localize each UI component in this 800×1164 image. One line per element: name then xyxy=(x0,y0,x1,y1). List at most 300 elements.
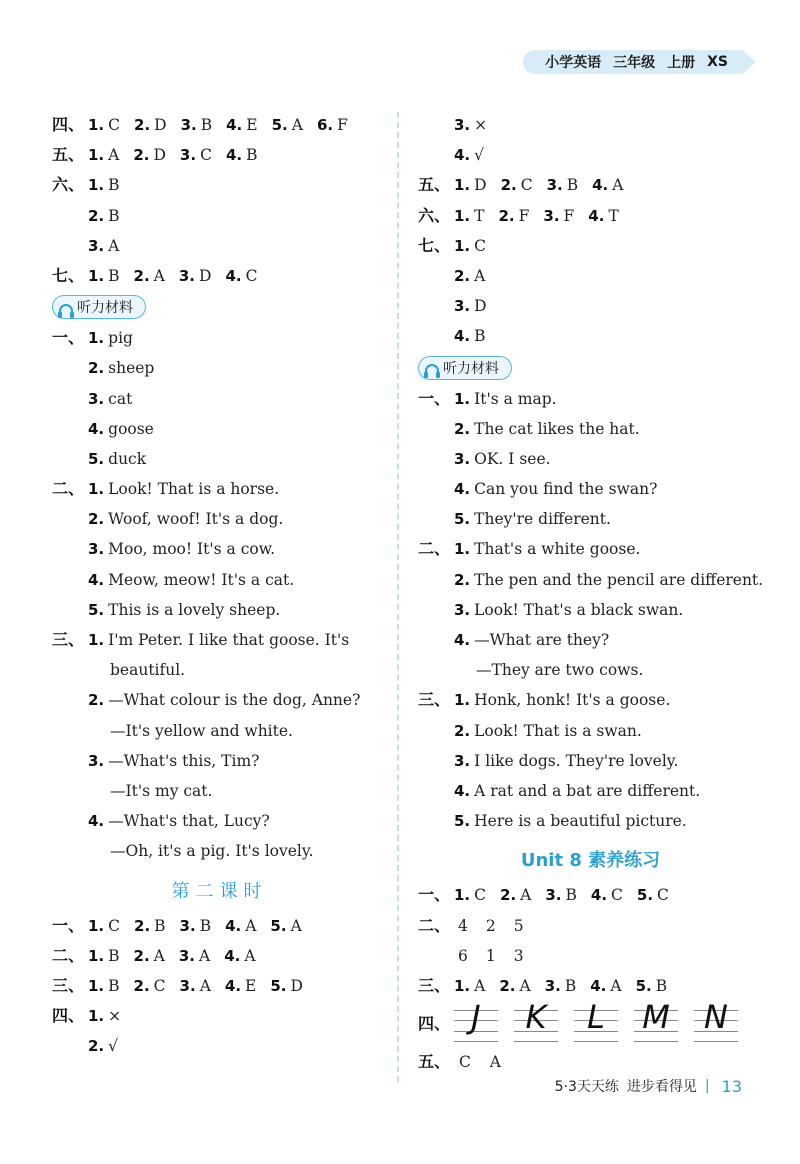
transcript-text: Look! That is a swan. xyxy=(474,721,642,740)
answer-item xyxy=(88,947,120,965)
answer-item xyxy=(501,176,533,194)
answer-item xyxy=(88,237,119,255)
answer-item xyxy=(134,977,166,995)
transcript-text: pig xyxy=(108,329,133,348)
answer-item xyxy=(225,267,257,285)
answer-value: A xyxy=(199,976,211,995)
section-label: 六、 xyxy=(52,175,85,195)
answer-item xyxy=(454,327,486,345)
answer-line xyxy=(52,911,387,941)
handwriting-letter-box xyxy=(454,998,498,1042)
handwritten-letter: J xyxy=(471,998,481,1037)
answer-item xyxy=(88,267,120,285)
transcript-line xyxy=(52,836,387,866)
answer-item xyxy=(88,146,119,164)
item-number: 2. xyxy=(134,116,151,134)
transcript-text: Woof, woof! It's a dog. xyxy=(108,510,284,529)
answer-value: D xyxy=(474,176,487,195)
item-number: 5. xyxy=(271,116,288,134)
answer-item xyxy=(134,116,167,134)
item-number: 5. xyxy=(636,886,654,905)
item-number: 1. xyxy=(454,389,471,408)
right-listening xyxy=(418,384,763,837)
section-label: 二、 xyxy=(418,539,451,559)
answer-value: C xyxy=(458,1053,471,1072)
transcript-line xyxy=(52,323,387,353)
transcript-line xyxy=(52,414,387,444)
answer-value: B xyxy=(108,266,120,285)
transcript-text: Here is a beautiful picture. xyxy=(474,812,687,831)
answer-item xyxy=(179,947,210,965)
section-label: 三、 xyxy=(418,690,451,710)
answer-value: B xyxy=(154,916,166,935)
letters-row xyxy=(418,998,763,1047)
item-number: 3. xyxy=(88,389,105,408)
transcript-text: Look! That's a black swan. xyxy=(474,600,684,619)
item-number: 3. xyxy=(178,946,196,965)
answer-value: B xyxy=(108,946,120,965)
answer-value: A xyxy=(474,266,486,285)
answer-value: C xyxy=(200,146,212,165)
answer-item xyxy=(482,917,496,935)
answer-item xyxy=(272,116,303,134)
answer-value: A xyxy=(153,946,165,965)
transcript-text: Can you find the swan? xyxy=(474,480,658,499)
writing-rule xyxy=(454,1041,498,1042)
section-label: 一、 xyxy=(418,388,451,408)
item-number: 2. xyxy=(498,206,515,225)
answer-line xyxy=(52,1001,387,1031)
item-number: 2. xyxy=(454,721,471,740)
answer-line xyxy=(418,291,763,321)
answer-item xyxy=(499,977,530,995)
item-number: 3. xyxy=(543,206,560,225)
answer-item xyxy=(180,146,212,164)
transcript-line xyxy=(52,716,387,746)
headphone-icon xyxy=(425,364,439,374)
transcript-line xyxy=(418,625,763,655)
answer-item xyxy=(510,947,524,965)
transcript-line xyxy=(418,776,763,806)
answer-value: B xyxy=(200,116,213,134)
item-number: 6. xyxy=(316,116,334,134)
transcript-text: —What's that, Lucy? xyxy=(108,812,270,831)
transcript-line xyxy=(418,384,763,414)
answer-line xyxy=(52,170,387,200)
handwritten-letter: L xyxy=(587,998,605,1037)
item-number: 3. xyxy=(88,751,105,770)
item-number: 1. xyxy=(88,266,105,285)
item-number: 3. xyxy=(88,236,105,255)
item-number: 5. xyxy=(454,510,471,529)
transcript-text: —It's my cat. xyxy=(110,781,213,800)
edition-label: XS xyxy=(707,54,728,70)
item-number: 3. xyxy=(180,116,197,134)
item-number: 2. xyxy=(88,691,105,710)
answer-value: B xyxy=(655,976,668,995)
answer-item xyxy=(134,917,166,935)
item-number: 1. xyxy=(88,329,105,348)
transcript-line xyxy=(418,414,763,444)
answer-line xyxy=(52,140,387,170)
subject-label: 小学英语 xyxy=(545,55,602,71)
left-answers-1 xyxy=(52,110,387,291)
item-number: 4. xyxy=(225,266,242,285)
answer-value: C xyxy=(474,236,487,255)
item-number: 3. xyxy=(545,886,562,905)
answer-value: D xyxy=(290,976,303,995)
item-number: 3. xyxy=(88,540,105,559)
volume-label: 上册 xyxy=(667,55,696,71)
transcript-text: Moo, moo! It's a cow. xyxy=(108,540,276,559)
item-number: 2. xyxy=(88,206,105,225)
item-number: 4. xyxy=(454,327,471,346)
transcript-line xyxy=(418,595,763,625)
handwritten-letter: K xyxy=(525,998,547,1037)
transcript-text: The cat likes the hat. xyxy=(474,419,640,438)
section-label: 三、 xyxy=(52,975,85,995)
transcript-text: —What colour is the dog, Anne? xyxy=(108,691,361,710)
answer-item xyxy=(226,116,257,134)
item-number: 5. xyxy=(88,600,105,619)
column-divider xyxy=(397,112,399,1082)
answer-value: D xyxy=(474,297,487,316)
answer-value: B xyxy=(108,976,120,995)
answer-item xyxy=(545,977,577,995)
answer-value: E xyxy=(245,976,257,995)
item-number: 1. xyxy=(88,480,105,499)
handwriting-letter-box xyxy=(634,998,678,1042)
answer-value: B xyxy=(108,206,120,225)
item-number: 2. xyxy=(133,976,150,995)
transcript-text: They're different. xyxy=(474,510,611,529)
answer-value: A xyxy=(474,976,486,995)
transcript-line xyxy=(418,534,763,564)
item-number: 2. xyxy=(454,419,471,438)
section-label: 七、 xyxy=(418,235,451,255)
transcript-line xyxy=(418,716,763,746)
item-number: 4. xyxy=(88,812,105,831)
footer-slogan: 进步看得见 xyxy=(626,1079,697,1095)
item-number: 4. xyxy=(454,146,471,165)
item-number: 5. xyxy=(270,976,287,995)
answer-item xyxy=(454,146,484,164)
answer-item xyxy=(454,267,485,285)
transcript-text: That's a white goose. xyxy=(474,540,641,559)
item-number: 2. xyxy=(454,266,471,285)
answer-value: C xyxy=(657,886,669,905)
answer-item xyxy=(454,886,486,904)
listening-label: 听力材料 xyxy=(443,360,499,377)
item-number: 2. xyxy=(133,146,150,165)
transcript-text: sheep xyxy=(108,359,155,378)
transcript-text: duck xyxy=(108,449,147,468)
section-label: 五、 xyxy=(52,145,85,165)
answer-value: C xyxy=(611,886,623,905)
writing-rule xyxy=(514,1041,558,1042)
footer-separator: | xyxy=(704,1078,710,1094)
transcript-text: I like dogs. They're lovely. xyxy=(474,751,679,770)
handwriting-letter-box xyxy=(694,998,738,1042)
transcript-line xyxy=(418,444,763,474)
answer-value: C xyxy=(108,116,121,134)
transcript-line xyxy=(418,685,763,715)
answer-line xyxy=(418,170,763,200)
transcript-text: Look! That is a horse. xyxy=(108,480,280,499)
answer-item xyxy=(88,917,120,935)
left-column xyxy=(52,110,387,1061)
answer-value: C xyxy=(108,916,121,935)
item-number: 1. xyxy=(88,916,105,935)
item-number: 1. xyxy=(88,1007,105,1026)
answer-item xyxy=(180,917,212,935)
transcript-line xyxy=(52,625,387,655)
answer-item xyxy=(270,917,301,935)
answer-value: × xyxy=(108,1007,122,1026)
listening-badge-left xyxy=(52,295,146,319)
answer-value: B xyxy=(565,886,577,905)
answer-value: C xyxy=(245,266,258,285)
answer-item xyxy=(637,886,669,904)
section-label: 三、 xyxy=(418,975,451,995)
item-number: 4. xyxy=(592,176,609,195)
answer-item xyxy=(636,977,668,995)
transcript-line xyxy=(418,565,763,595)
item-number: 1. xyxy=(454,976,471,995)
transcript-line xyxy=(52,504,387,534)
item-number: 5. xyxy=(635,976,652,995)
footer xyxy=(555,1076,742,1096)
item-number: 2. xyxy=(88,1037,105,1056)
transcript-line xyxy=(52,746,387,776)
item-number: 1. xyxy=(454,176,471,195)
answer-value: A xyxy=(610,976,622,995)
answer-item xyxy=(543,207,574,225)
answer-value: 6 xyxy=(458,946,468,965)
answer-value: B xyxy=(199,916,212,935)
transcript-text: OK. I see. xyxy=(474,449,551,468)
answer-item xyxy=(454,207,484,225)
answer-item xyxy=(225,917,256,935)
transcript-text: I'm Peter. I like that goose. It's xyxy=(108,631,350,649)
answer-value: 1 xyxy=(485,946,496,965)
transcript-text: cat xyxy=(108,389,133,408)
transcript-line xyxy=(52,444,387,474)
right-answers-1 xyxy=(418,110,763,352)
item-number: 2. xyxy=(500,886,517,905)
answer-line xyxy=(418,971,763,1001)
item-number: 1. xyxy=(454,886,471,905)
answer-item xyxy=(590,977,621,995)
answer-item xyxy=(454,297,487,315)
item-number: 3. xyxy=(454,297,471,316)
answer-value: F xyxy=(337,116,348,134)
footer-brand: 5·3天天练 xyxy=(554,1079,619,1095)
answer-line xyxy=(418,321,763,351)
page-number: 13 xyxy=(721,1076,742,1096)
answer-item xyxy=(88,1037,118,1055)
listening-label: 听力材料 xyxy=(77,300,133,317)
section-label: 二、 xyxy=(52,945,85,965)
transcript-line xyxy=(52,655,387,685)
item-number: 4. xyxy=(224,946,241,965)
answer-line xyxy=(418,911,763,941)
answer-item xyxy=(588,207,618,225)
right-column xyxy=(418,110,763,1077)
transcript-text: The pen and the pencil are different. xyxy=(474,570,764,589)
section-label: 二、 xyxy=(418,915,451,935)
writing-rule xyxy=(574,1041,618,1042)
item-number: 4. xyxy=(224,976,242,995)
answer-value: A xyxy=(108,236,120,255)
answer-item xyxy=(454,116,487,134)
answer-item xyxy=(179,267,212,285)
answer-value: A xyxy=(153,266,165,285)
answer-value: A xyxy=(108,146,120,165)
answer-line xyxy=(52,110,387,140)
answer-value: E xyxy=(246,116,258,134)
answer-item xyxy=(88,207,120,225)
item-number: 4. xyxy=(88,570,105,589)
answer-value: 5 xyxy=(513,916,524,935)
transcript-line xyxy=(418,655,763,685)
answer-item xyxy=(225,977,256,995)
transcript-text: A rat and a bat are different. xyxy=(474,781,701,800)
item-number: 3. xyxy=(544,976,561,995)
answer-value: F xyxy=(518,206,530,225)
item-number: 1. xyxy=(88,146,105,165)
answer-value: D xyxy=(153,146,166,165)
handwriting-letter-box xyxy=(514,998,558,1042)
answer-value: C xyxy=(520,176,533,195)
item-number: 1. xyxy=(88,176,105,195)
item-number: 3. xyxy=(454,116,471,134)
answer-item xyxy=(133,146,166,164)
transcript-text: —What's this, Tim? xyxy=(108,751,260,770)
section-label: 一、 xyxy=(418,885,451,905)
answer-item xyxy=(224,947,255,965)
item-number: 1. xyxy=(88,631,105,649)
answer-line xyxy=(418,1047,763,1077)
answer-value: F xyxy=(563,206,575,225)
answer-line xyxy=(52,201,387,231)
transcript-line xyxy=(52,595,387,625)
answer-item xyxy=(181,116,213,134)
listening-badge-right xyxy=(418,356,512,380)
answer-value: 3 xyxy=(513,946,524,965)
answer-item xyxy=(270,977,303,995)
answer-item xyxy=(134,947,165,965)
transcript-line xyxy=(418,746,763,776)
answer-value: 4 xyxy=(458,916,468,935)
transcript-text: This is a lovely sheep. xyxy=(108,600,281,619)
answer-value: T xyxy=(474,206,485,225)
item-number: 4. xyxy=(454,480,471,499)
answer-value: B xyxy=(108,176,120,195)
section-label: 五、 xyxy=(418,175,451,195)
item-number: 4. xyxy=(226,116,243,134)
item-number: 4. xyxy=(454,631,471,649)
transcript-line xyxy=(52,776,387,806)
header-banner xyxy=(523,50,742,74)
transcript-line xyxy=(418,504,763,534)
answer-item xyxy=(454,176,487,194)
answer-item xyxy=(454,237,486,255)
answer-item xyxy=(547,176,579,194)
transcript-line xyxy=(52,353,387,383)
answer-value: A xyxy=(520,886,532,905)
transcript-line xyxy=(52,565,387,595)
item-number: 4. xyxy=(588,206,605,225)
writing-rule xyxy=(634,1041,678,1042)
item-number: 5. xyxy=(88,449,105,468)
answer-line xyxy=(52,1031,387,1061)
item-number: 4. xyxy=(454,781,471,800)
answer-item xyxy=(180,977,211,995)
section-label: 七、 xyxy=(52,265,85,285)
answer-item xyxy=(88,116,120,134)
transcript-text: goose xyxy=(108,419,154,438)
item-number: 1. xyxy=(88,116,105,134)
letters-group xyxy=(454,998,754,1042)
answer-item xyxy=(591,886,623,904)
item-number: 3. xyxy=(179,146,197,165)
item-number: 1. xyxy=(88,946,105,965)
item-number: 1. xyxy=(88,976,105,995)
handwritten-letter: N xyxy=(704,998,728,1037)
answer-value: A xyxy=(612,176,624,195)
answer-line xyxy=(418,941,763,971)
section-label: 四、 xyxy=(52,1006,85,1026)
answer-line xyxy=(52,261,387,291)
handwriting-letter-box xyxy=(574,998,618,1042)
answer-value: B xyxy=(564,976,577,995)
item-number: 1. xyxy=(454,236,471,255)
item-number: 4. xyxy=(590,976,607,995)
section-label: 五、 xyxy=(418,1052,451,1072)
left-answers-2 xyxy=(52,911,387,1062)
answer-line xyxy=(418,880,763,910)
item-number: 2. xyxy=(500,176,517,195)
transcript-line xyxy=(52,474,387,504)
answer-value: A xyxy=(199,946,211,965)
answer-item xyxy=(88,1007,121,1025)
answer-value: B xyxy=(566,176,579,195)
handwritten-letter: M xyxy=(642,998,670,1037)
section-label: 四、 xyxy=(418,1013,451,1033)
writing-rule xyxy=(694,1041,738,1042)
section-label: 二、 xyxy=(52,479,85,499)
transcript-line xyxy=(52,534,387,564)
answer-item xyxy=(226,146,258,164)
answer-line xyxy=(52,971,387,1001)
section-label: 四、 xyxy=(52,115,85,134)
answer-value: A xyxy=(519,976,531,995)
answer-value: A xyxy=(245,916,257,935)
item-number: 2. xyxy=(454,570,471,589)
unit-title: Unit 8 素养练习 xyxy=(520,850,661,872)
transcript-text: It's a map. xyxy=(474,389,557,408)
answer-item xyxy=(88,977,120,995)
headphone-icon xyxy=(59,304,73,314)
answer-value: B xyxy=(246,146,258,165)
item-number: 3. xyxy=(454,751,471,770)
item-number: 4. xyxy=(88,419,105,438)
answer-line xyxy=(418,140,763,170)
section-label: 一、 xyxy=(52,915,85,935)
item-number: 5. xyxy=(454,812,471,831)
item-number: 2. xyxy=(88,359,105,378)
